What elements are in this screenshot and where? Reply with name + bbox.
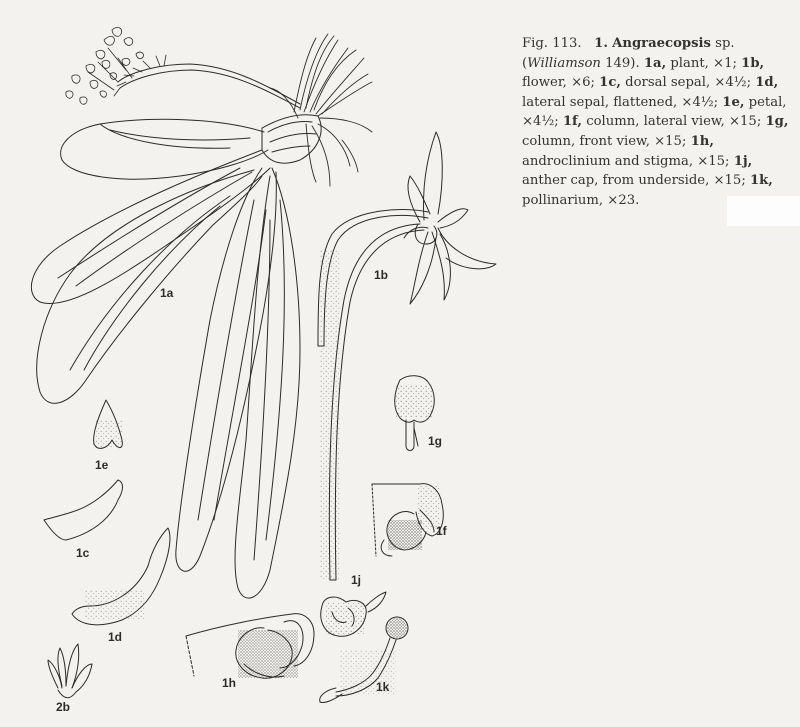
caption-part-code: 1h,	[690, 133, 714, 149]
label-1e: 1e	[95, 458, 109, 472]
caption-part-desc: flower, ×6;	[522, 75, 595, 91]
caption-part-code: 1j,	[733, 153, 753, 169]
caption-part-desc: pollinarium, ×23.	[522, 192, 640, 208]
label-1j: 1j	[351, 573, 362, 587]
caption-part-code: 1f,	[562, 114, 583, 130]
caption-part-code: 1b,	[741, 55, 765, 71]
flower-2b	[48, 644, 92, 698]
dorsal-sepal-1c	[44, 480, 123, 540]
label-1c: 1c	[76, 546, 90, 560]
caption-part-code: 1d,	[755, 75, 779, 91]
label-1k: 1k	[376, 680, 390, 694]
caption-part-desc: anther cap, from underside, ×15;	[522, 173, 746, 189]
caption-part-desc: column, lateral view, ×15;	[586, 114, 762, 130]
caption-taxon-number: 1.	[594, 36, 608, 51]
caption-sp: sp.	[715, 36, 735, 51]
caption-part-code: 1g,	[765, 114, 789, 130]
caption-part-desc: dorsal sepal, ×4½;	[625, 75, 752, 91]
caption-genus: Angraecopsis	[612, 36, 711, 51]
caption-part-code: 1a,	[643, 55, 667, 71]
caption-collector-no: 149).	[605, 55, 640, 71]
caption-part-code: 1e,	[722, 94, 745, 110]
blank-patch	[727, 196, 800, 226]
label-1g: 1g	[428, 434, 443, 448]
flower-illustration-1b	[318, 132, 496, 580]
label-1d: 1d	[108, 630, 123, 644]
caption-collector: Williamson	[527, 55, 601, 71]
caption-part-desc: plant, ×1;	[670, 55, 737, 71]
caption-part-code: 1k,	[749, 173, 773, 189]
caption-part-code: 1c,	[599, 75, 621, 91]
label-1f: 1f	[436, 524, 447, 538]
label-2b: 2b	[56, 700, 71, 714]
caption-part-desc: lateral sepal, flattened, ×4½;	[522, 94, 719, 110]
caption-part-desc: androclinium and stigma, ×15;	[522, 153, 730, 169]
figure-caption: Fig. 113. 1. Angraecopsis sp. (Williamson 149). 1a, plant, ×1; 1b, flower, ×6; 1c, dorsal sepal, ×4½; 1d, lateral sepal, flattened, ×4½; 1e, petal, ×4½; 1f, column, lateral view, ×15; 1g, column, front view, ×15; 1h, androclinium and stigma, ×15; 1j, anther cap, from underside, ×15; 1k, pollinarium, ×23.	[522, 36, 789, 208]
caption-part-desc: petal, ×4½;	[522, 94, 787, 130]
label-1b: 1b	[374, 268, 389, 282]
label-1a: 1a	[160, 286, 174, 300]
caption-fig-number: Fig. 113.	[522, 36, 582, 51]
label-1h: 1h	[222, 676, 237, 690]
caption-part-desc: column, front view, ×15;	[522, 133, 687, 149]
